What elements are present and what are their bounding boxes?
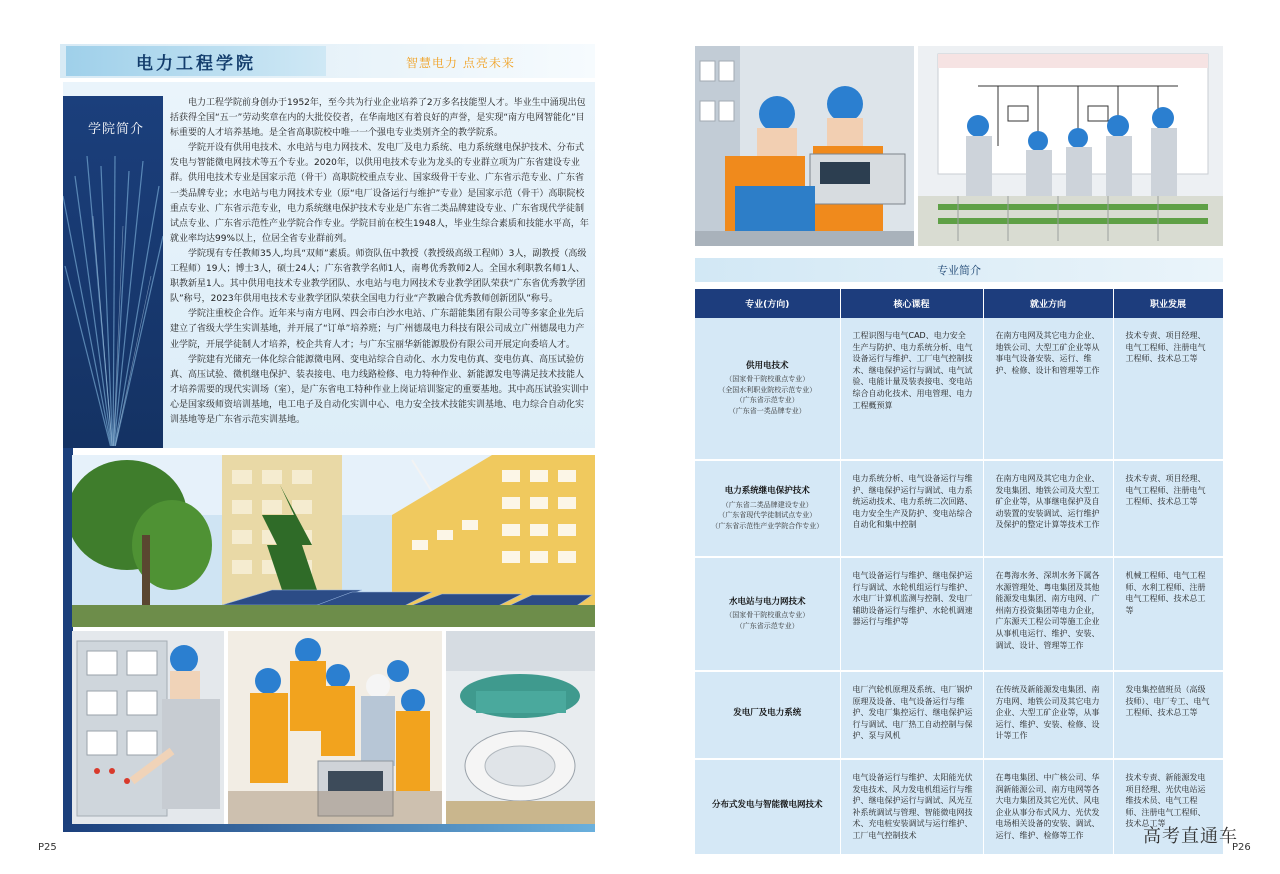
major-section-header — [695, 258, 1223, 282]
major-name: 水电站与电力网技术 — [728, 596, 806, 607]
intro-side-panel — [63, 96, 163, 448]
page-number-right: P26 — [1232, 842, 1251, 853]
major-tag: （广东省一类品牌专业） — [728, 406, 806, 415]
slogan: 智慧电力 点亮未来 — [406, 56, 515, 70]
core-courses-cell: 工程识图与电气CAD、电力安全生产与防护、电力系统分析、电气设备运行与维护、工厂电气控制技术、继电保护运行与调试、电气试验、电能计量及装表接电、变电站综合自动化技术、用电管理、电力工程概预算 — [840, 318, 983, 460]
career-cell: 发电集控值班员（高级技师）、电厂专工、电气工程师、技术总工等 — [1113, 671, 1223, 759]
employment-cell: 在粤电集团、中广核公司、华润新能源公司、南方电网等各大电力集团及其它光伏、风电企业从事分布式风力、光伏发电场相关设备的安装、调试、运行、维护、检修等工作 — [983, 759, 1113, 855]
core-courses-cell: 电气设备运行与维护、继电保护运行与调试、水轮机组运行与维护、水电厂计算机监测与控制、发电厂辅助设备运行与维护、水轮机调速器运行与维护等 — [840, 557, 983, 671]
table-row — [695, 318, 1223, 460]
employment-cell: 在南方电网及其它电力企业、地铁公司、大型工矿企业等从事电气设备安装、运行、维护、检修、设计和管理等工作 — [983, 318, 1113, 460]
major-name: 发电厂及电力系统 — [733, 708, 802, 719]
major-tag: （国家骨干院校重点专业） — [725, 375, 810, 384]
major-tag: （国家骨干院校重点专业） — [725, 611, 810, 620]
major-name-cell — [695, 759, 840, 855]
intro-paragraph: 学院注重校企合作。近年来与南方电网、四会市白沙水电站、广东韶能集团有限公司等多家企业先后建立了省级大学生实训基地，并开展了“订单”培养班；与广州德晟电力科技有限公司成立广州德晟电力产业学院，开展学徒制人才培养，校企共育人才；与广东宝丽华新能源股份有限公司开展定向委培人才。 — [170, 309, 585, 350]
major-tag: （广东省示范专业） — [735, 396, 799, 405]
major-tag: （广东省示范性产业学院合作专业） — [711, 521, 824, 530]
majors-table — [695, 289, 1224, 856]
campus-photo — [72, 455, 595, 627]
career-cell: 机械工程师、电气工程师、水利工程师、注册电气工程师、技术总工等 — [1113, 557, 1223, 671]
table-header-row — [695, 289, 1223, 318]
column-header: 核心课程 — [840, 289, 983, 318]
major-section-title: 专业简介 — [937, 264, 981, 277]
major-tag: （广东省现代学徒制试点专业） — [718, 511, 817, 520]
intro-text — [170, 96, 590, 428]
column-header: 就业方向 — [983, 289, 1113, 318]
table-row — [695, 460, 1223, 557]
career-cell: 技术专责、项目经理、电气工程师、注册电气工程师、技术总工等 — [1113, 460, 1223, 557]
major-tag: （广东省二类品牌建设专业） — [721, 500, 813, 509]
career-cell: 技术专责、新能源发电项目经理、光伏电站运维技术员、电气工程师、注册电气工程师、技术总工等 — [1113, 759, 1223, 855]
career-cell: 技术专责、项目经理、电气工程师、注册电气工程师、技术总工等 — [1113, 318, 1223, 460]
major-name: 供用电技术 — [745, 360, 789, 371]
table-row — [695, 671, 1223, 759]
major-tag: （广东省示范专业） — [735, 621, 799, 630]
column-header: 职业发展 — [1113, 289, 1223, 318]
major-tag: （全国水利职业院校示范专业） — [718, 385, 817, 394]
core-courses-cell: 电力系统分析、电气设备运行与维护、继电保护运行与调试、电力系统运动技术、电力系统二次回路、电力安全生产及防护、变电站综合自动化和集中控制 — [840, 460, 983, 557]
table-row — [695, 557, 1223, 671]
major-name-cell — [695, 557, 840, 671]
bottom-band — [63, 824, 595, 832]
intro-paragraph: 电力工程学院前身创办于1952年，至今共为行业企业培养了2万多名技能型人才。毕业生中涌现出包括获得全国“五一”劳动奖章在内的大批佼佼者，在华南地区有着良好的声誉，是实现“南方电网智能化”目标重要的人才培养基地。是全省高职院校中唯一一个强电专业类别齐全的教学院系。 — [170, 98, 586, 139]
college-title: 电力工程学院 — [136, 53, 256, 74]
lab-photo-meter — [72, 631, 224, 824]
core-courses-cell: 电气设备运行与维护、太阳能光伏发电技术、风力发电机组运行与维护、继电保护运行与调试、风光互补系统调试与管理、智能微电网技术、充电桩安装调试与运行维护、工厂电气控制技术 — [840, 759, 983, 855]
intro-paragraph: 学院现有专任教师35人,均具“双师”素质。师资队伍中教授（教授级高级工程师）3人，副教授（高级工程师）19人；博士3人，硕士24人；广东省教学名师1人，南粤优秀教师2人。全国水利职教名师1人、职教新星1人。其中供用电技术专业教学团队、水电站与电力网技术专业教学团队荣获“广东省优秀教学团队”称号，2023年供用电技术专业教学团队荣获全国电力行业“产教融合优秀教师创新团队”称号。 — [170, 248, 587, 305]
intro-paragraph: 学院开设有供用电技术、水电站与电力网技术、发电厂及电力系统、电力系统继电保护技术、分布式发电与智能微电网技术等五个专业。2020年，以供用电技术专业为龙头的专业群立项为广东省建设专业群。供用电技术专业是国家示范（骨干）高职院校重点专业、国家级骨干专业、广东省示范专业、广东省一类品牌专业；水电站与电力网技术专业（原“电厂设备运行与维护”专业）是国家示范（骨干）高职院校重点专业、广东省示范专业，电力系统继电保护技术专业是广东省二类品牌建设专业、广东省现代学徒制试点专业、广东省示范性产业学院合作专业。学院目前在校生1948人，毕业生综合素质和技能水平高，年就业率均达99%以上，位居全省专业群前列。 — [170, 143, 589, 244]
college-title-box — [66, 46, 326, 76]
light-rays-decoration — [63, 156, 163, 446]
intro-paragraph: 学院建有光储充一体化综合能源微电网、变电站综合自动化、水力发电仿真、变电仿真、高压试验仿真、高压试验、微机继电保护、装表接电、电力线路检修、电力特种作业、新能源发电等满足技术技能人才培养需要的现代实训场（室），是广东省电工特种作业上岗证培训鉴定的重要基地。其中高压试验实训中心是国家级师资培训基地，电工电子及自动化实训中心、电力安全技术技能实训基地、电力综合自动化实训基地等是广东省示范实训基地。 — [170, 354, 589, 425]
lab-photo-substation-model — [918, 46, 1223, 246]
lab-photo-instrument — [695, 46, 914, 246]
major-name: 电力系统继电保护技术 — [724, 485, 810, 496]
watermark-text: 高考直通车 — [1143, 826, 1238, 847]
column-header: 专业(方向) — [695, 289, 840, 318]
major-name-cell — [695, 671, 840, 759]
employment-cell: 在南方电网及其它电力企业、发电集团、地铁公司及大型工矿企业等，从事继电保护及自动装置的安装调试、运行维护及保护的整定计算等技术工作 — [983, 460, 1113, 557]
major-name-cell — [695, 318, 840, 460]
employment-cell: 在粤海水务、深圳水务下属各水源管理处、粤电集团及其他能源发电集团、南方电网、广州南方投资集团等电力企业，广东源天工程公司等施工企业从事机电运行、维护、安装、调试、设计、管理等工作 — [983, 557, 1113, 671]
employment-cell: 在传统及新能源发电集团、南方电网、地铁公司及其它电力企业、大型工矿企业等，从事运行、维护、安装、检修、设计等工作 — [983, 671, 1113, 759]
page-number-left: P25 — [38, 842, 57, 853]
major-name-cell — [695, 460, 840, 557]
major-name: 分布式发电与智能微电网技术 — [711, 800, 823, 811]
lab-photo-turbine — [446, 631, 595, 824]
lab-photo-students — [228, 631, 442, 824]
core-courses-cell: 电厂汽轮机原理及系统、电厂锅炉原理及设备、电气设备运行与维护、发电厂集控运行、继电保护运行与调试、电厂热工自动控制与保护、泵与风机 — [840, 671, 983, 759]
intro-label: 学院简介 — [88, 122, 145, 137]
